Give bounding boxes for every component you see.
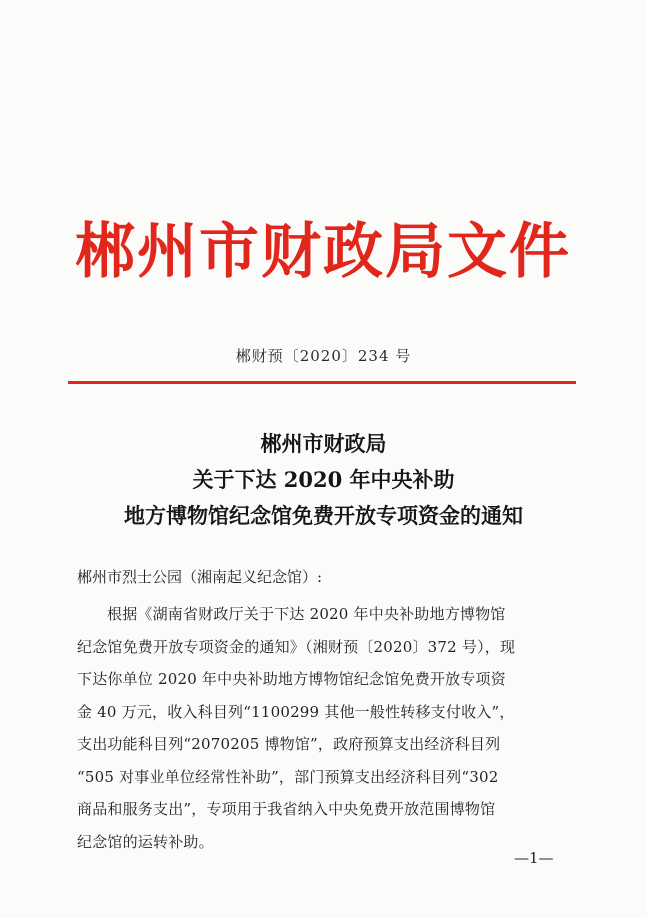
body-line: 纪念馆的运转补助。 — [77, 832, 214, 851]
notice-title — [0, 426, 647, 534]
document-number: 郴财预〔2020〕234 号 — [235, 347, 412, 365]
page-number: —1— — [514, 849, 554, 867]
body-paragraph — [77, 598, 577, 858]
notice-title-line-2: 关于下达 2020 年中央补助 — [192, 467, 455, 492]
body-line: 金 40 万元，收入科目列“1100299 其他一般性转移支付收入”， — [77, 702, 515, 721]
body-line: 支出功能科目列“2070205 博物馆”，政府预算支出经济科目列 — [77, 735, 501, 753]
addressee: 郴州市烈士公园（湘南起义纪念馆）: — [77, 568, 323, 586]
document-header-title: 郴州市财政局文件 — [75, 217, 571, 287]
body-line: 纪念馆免费开放专项资金的通知》（湘财预〔2020〕372 号），现 — [77, 637, 516, 656]
body-line: 根据《湖南省财政厅关于下达 2020 年中央补助地方博物馆 — [107, 605, 506, 623]
notice-title-line-1: 郴州市财政局 — [260, 431, 387, 456]
notice-title-line-3: 地方博物馆纪念馆免费开放专项资金的通知 — [124, 503, 523, 528]
header-red-divider — [68, 381, 576, 384]
body-line: 下达你单位 2020 年中央补助地方博物馆纪念馆免费开放专项资 — [77, 670, 506, 688]
body-line: 商品和服务支出”，专项用于我省纳入中央免费开放范围博物馆 — [77, 800, 496, 818]
body-line: “505 对事业单位经常性补助”，部门预算支出经济科目列“302 — [77, 767, 499, 786]
